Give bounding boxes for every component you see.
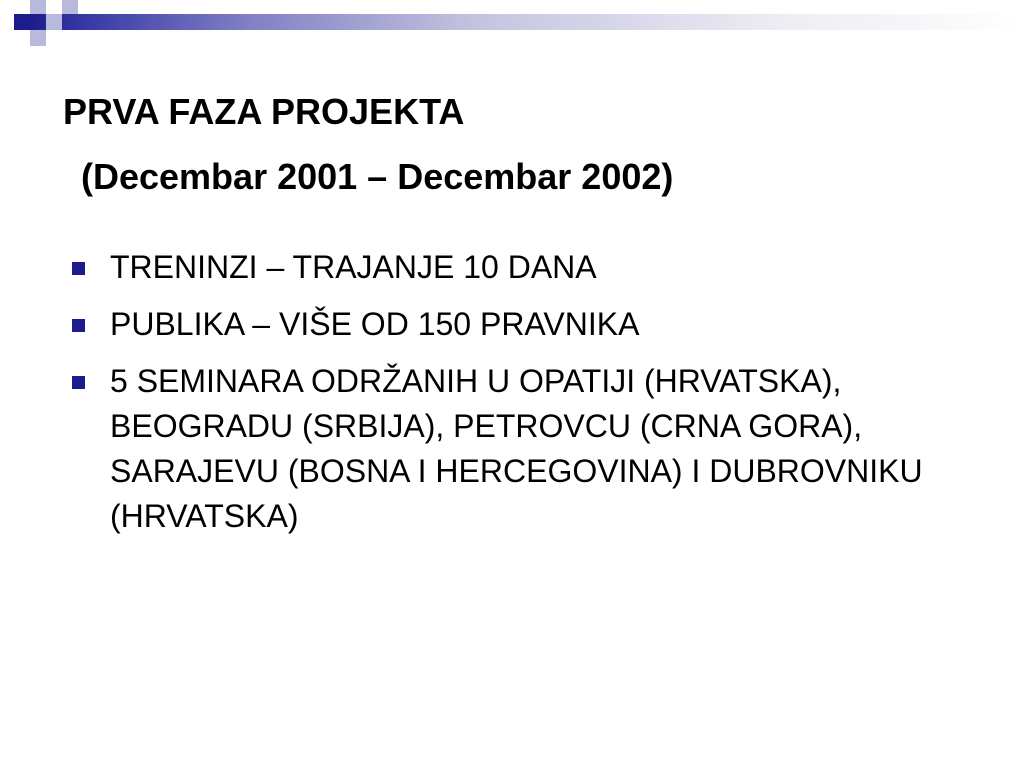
bullet-item (72, 302, 930, 347)
bullet-list (72, 245, 972, 551)
bullet-text: PUBLIKA – VIŠE OD 150 PRAVNIKA (110, 306, 640, 342)
square-bullet-icon (72, 262, 85, 275)
slide-title: PRVA FAZA PROJEKTA (63, 91, 465, 132)
square-bullet-icon (72, 376, 85, 389)
bullet-text: TRENINZI – TRAJANJE 10 DANA (110, 249, 597, 285)
bullet-text: 5 SEMINARA ODRŽANIH U OPATIJI (HRVATSKA), BEOGRADU (SRBIJA), PETROVCU (CRNA GORA), SARAJEVU (BOSNA I HERCEGOVINA) I DUBROVNIKU (HRVATSKA) (110, 363, 923, 534)
square-bullet-icon (72, 319, 85, 332)
bullet-item (72, 245, 930, 290)
bullet-item (72, 359, 930, 539)
slide-subtitle: (Decembar 2001 – Decembar 2002) (81, 156, 674, 197)
decoration-square (30, 30, 46, 46)
decoration-square (62, 0, 78, 14)
decoration-square (30, 0, 46, 14)
decoration-square (14, 14, 30, 30)
header-decoration-band (30, 14, 1024, 30)
decoration-square (46, 14, 62, 30)
